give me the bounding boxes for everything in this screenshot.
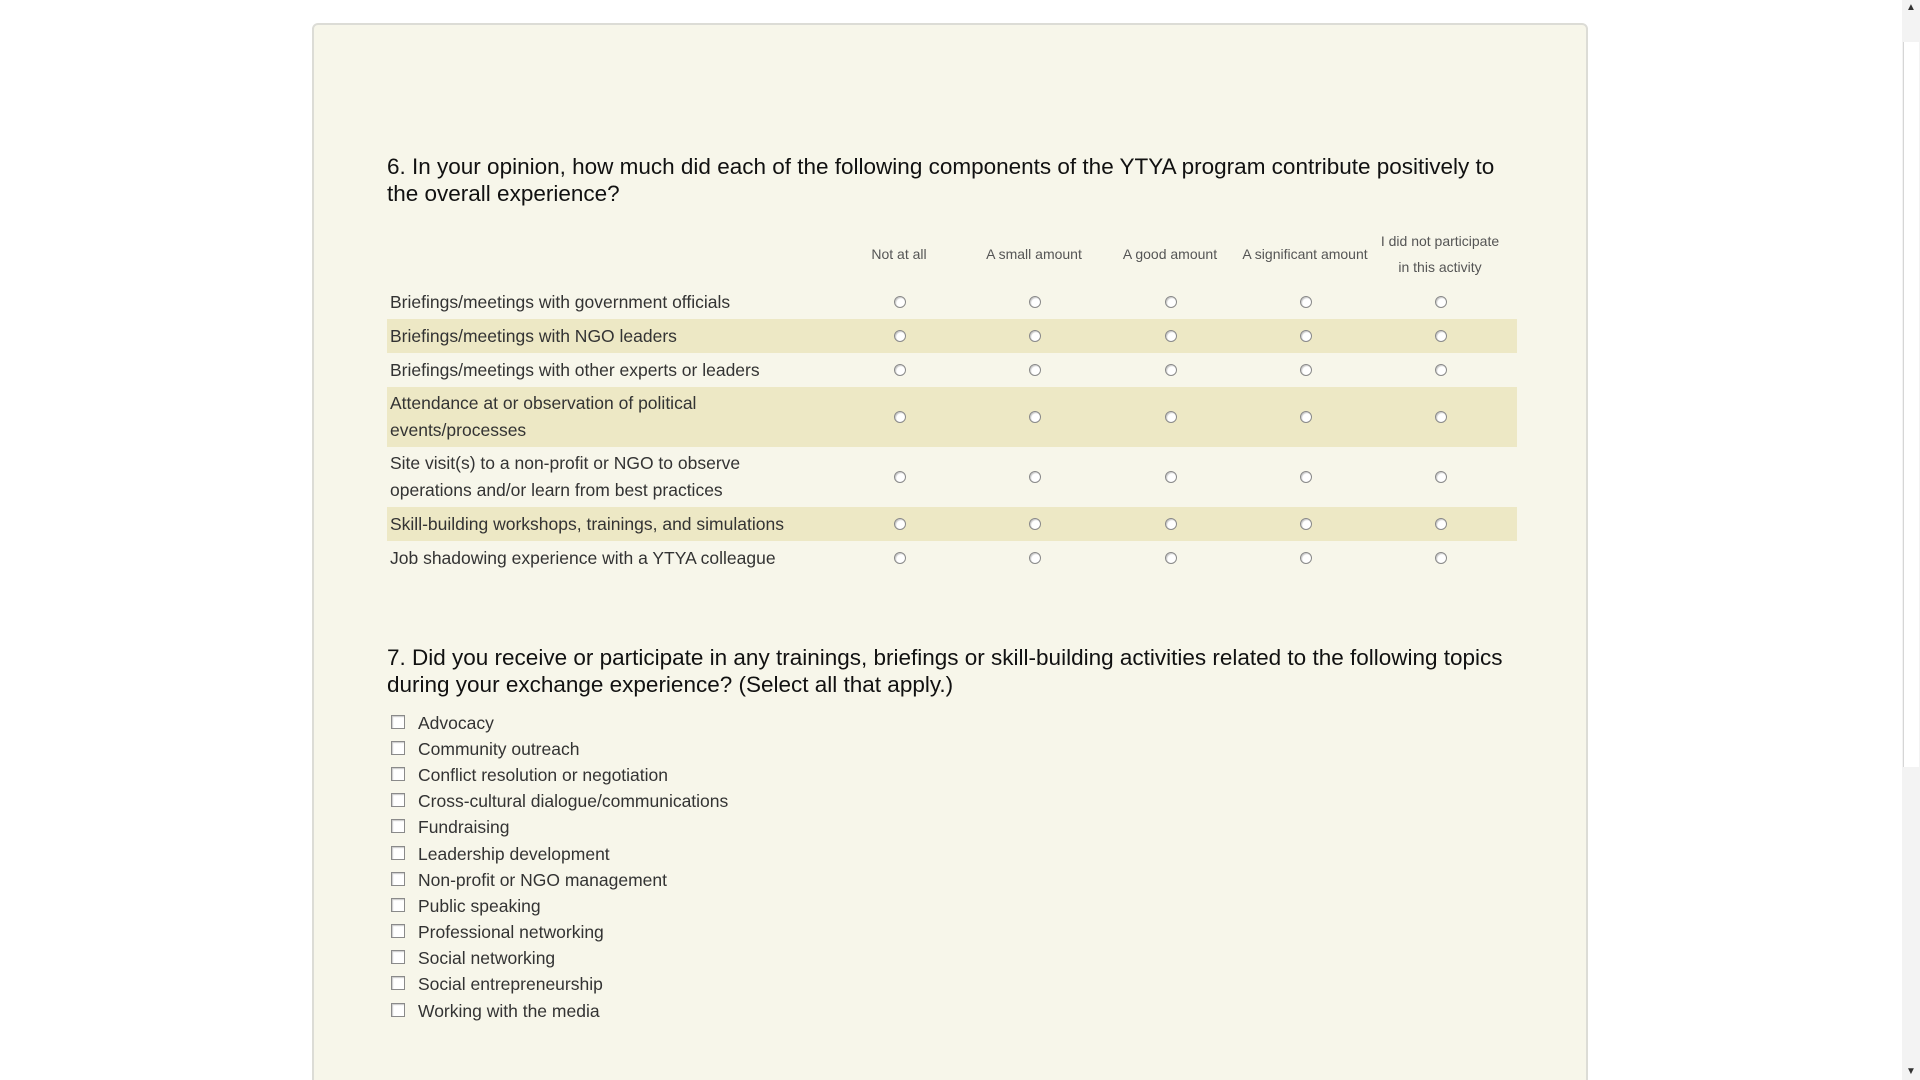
question-6-title: 6. In your opinion, how much did each of the following components of the YTYA program contribute positively to the overall experience? [387,154,1495,206]
radio-good-amount[interactable] [1165,518,1177,530]
radio-did-not-participate[interactable] [1435,518,1447,530]
col-head-significant-amount: A significant amount [1242,246,1368,262]
check-item-social-networking[interactable] [391,946,728,972]
radio-small-amount[interactable] [1029,296,1041,308]
check-item-ngo-management[interactable] [391,867,728,893]
radio-not-at-all[interactable] [894,552,906,564]
radio-significant-amount[interactable] [1300,411,1312,423]
checkbox[interactable] [391,872,405,886]
radio-good-amount[interactable] [1165,330,1177,342]
check-label: Professional networking [418,922,604,943]
radio-significant-amount[interactable] [1300,471,1312,483]
row-label: Attendance at or observation of political events/processes [390,393,697,440]
checkbox[interactable] [391,846,405,860]
radio-did-not-participate[interactable] [1435,296,1447,308]
matrix-row [387,447,1517,507]
col-head-small-amount: A small amount [986,246,1082,262]
radio-small-amount[interactable] [1029,552,1041,564]
radio-good-amount[interactable] [1165,552,1177,564]
radio-significant-amount[interactable] [1300,296,1312,308]
check-label: Fundraising [418,817,510,838]
matrix-row [387,387,1517,447]
col-head-good-amount: A good amount [1122,246,1218,262]
radio-not-at-all[interactable] [894,330,906,342]
check-item-social-entrepreneurship[interactable] [391,972,728,998]
row-label: Site visit(s) to a non-profit or NGO to observe operations and/or learn from best practices [390,453,741,500]
checkbox[interactable] [391,924,405,938]
radio-small-amount[interactable] [1029,471,1041,483]
check-label: Leadership development [418,843,610,864]
check-item-working-with-media[interactable] [391,998,728,1024]
check-label: Public speaking [418,895,541,916]
radio-good-amount[interactable] [1165,364,1177,376]
radio-good-amount[interactable] [1165,296,1177,308]
check-item-fundraising[interactable] [391,815,728,841]
scroll-down-icon[interactable]: ▼ [1906,1066,1916,1077]
radio-not-at-all[interactable] [894,411,906,423]
radio-did-not-participate[interactable] [1435,471,1447,483]
vertical-scrollbar[interactable] [1902,0,1920,1080]
checkbox[interactable] [391,976,405,990]
matrix-row [387,353,1517,387]
radio-not-at-all[interactable] [894,471,906,483]
check-label: Cross-cultural dialogue/communications [418,791,729,812]
check-label: Working with the media [418,1000,600,1021]
row-label: Job shadowing experience with a YTYA colleague [390,547,776,568]
question-6-matrix [387,223,1517,575]
check-item-professional-networking[interactable] [391,920,728,946]
row-label: Briefings/meetings with NGO leaders [390,325,677,346]
radio-not-at-all[interactable] [894,518,906,530]
check-item-public-speaking[interactable] [391,893,728,919]
radio-did-not-participate[interactable] [1435,552,1447,564]
radio-did-not-participate[interactable] [1435,411,1447,423]
radio-small-amount[interactable] [1029,518,1041,530]
row-label: Skill-building workshops, trainings, and simulations [390,513,784,534]
col-head-did-not-participate: I did not participate in this activity [1380,233,1500,275]
check-label: Social networking [418,948,556,969]
checkbox[interactable] [391,767,405,781]
matrix-row [387,507,1517,541]
checkbox[interactable] [391,793,405,807]
radio-good-amount[interactable] [1165,471,1177,483]
radio-did-not-participate[interactable] [1435,330,1447,342]
check-item-leadership-development[interactable] [391,841,728,867]
check-item-community-outreach[interactable] [391,736,728,762]
radio-did-not-participate[interactable] [1435,364,1447,376]
row-label: Briefings/meetings with other experts or leaders [390,359,760,380]
question-7-title: 7. Did you receive or participate in any trainings, briefings or skill-building activities related to the following topics during your exchange experience? (Select all that apply.) [387,645,1503,697]
checkbox[interactable] [391,1003,405,1017]
check-label: Conflict resolution or negotiation [418,764,669,785]
matrix-row [387,319,1517,353]
row-label: Briefings/meetings with government officials [390,291,731,312]
question-7-checklist [391,710,728,1024]
checkbox[interactable] [391,898,405,912]
radio-small-amount[interactable] [1029,330,1041,342]
radio-significant-amount[interactable] [1300,364,1312,376]
check-item-cross-cultural[interactable] [391,789,728,815]
checkbox[interactable] [391,741,405,755]
survey-panel [312,23,1588,1080]
checkbox[interactable] [391,950,405,964]
radio-small-amount[interactable] [1029,411,1041,423]
radio-good-amount[interactable] [1165,411,1177,423]
check-label: Community outreach [418,738,580,759]
radio-small-amount[interactable] [1029,364,1041,376]
radio-not-at-all[interactable] [894,364,906,376]
check-item-conflict-resolution[interactable] [391,762,728,788]
radio-significant-amount[interactable] [1300,552,1312,564]
checkbox[interactable] [391,819,405,833]
col-head-not-at-all: Not at all [871,246,927,262]
matrix-header [387,223,1517,285]
check-label: Social entrepreneurship [418,974,603,995]
radio-significant-amount[interactable] [1300,518,1312,530]
scroll-up-icon[interactable]: ▲ [1906,2,1916,13]
check-label: Non-profit or NGO management [418,869,667,890]
matrix-row [387,541,1517,575]
checkbox[interactable] [391,715,405,729]
scrollbar-thumb[interactable] [1903,42,1919,767]
check-item-advocacy[interactable] [391,710,728,736]
check-label: Advocacy [418,712,494,733]
radio-significant-amount[interactable] [1300,330,1312,342]
radio-not-at-all[interactable] [894,296,906,308]
matrix-row [387,285,1517,319]
